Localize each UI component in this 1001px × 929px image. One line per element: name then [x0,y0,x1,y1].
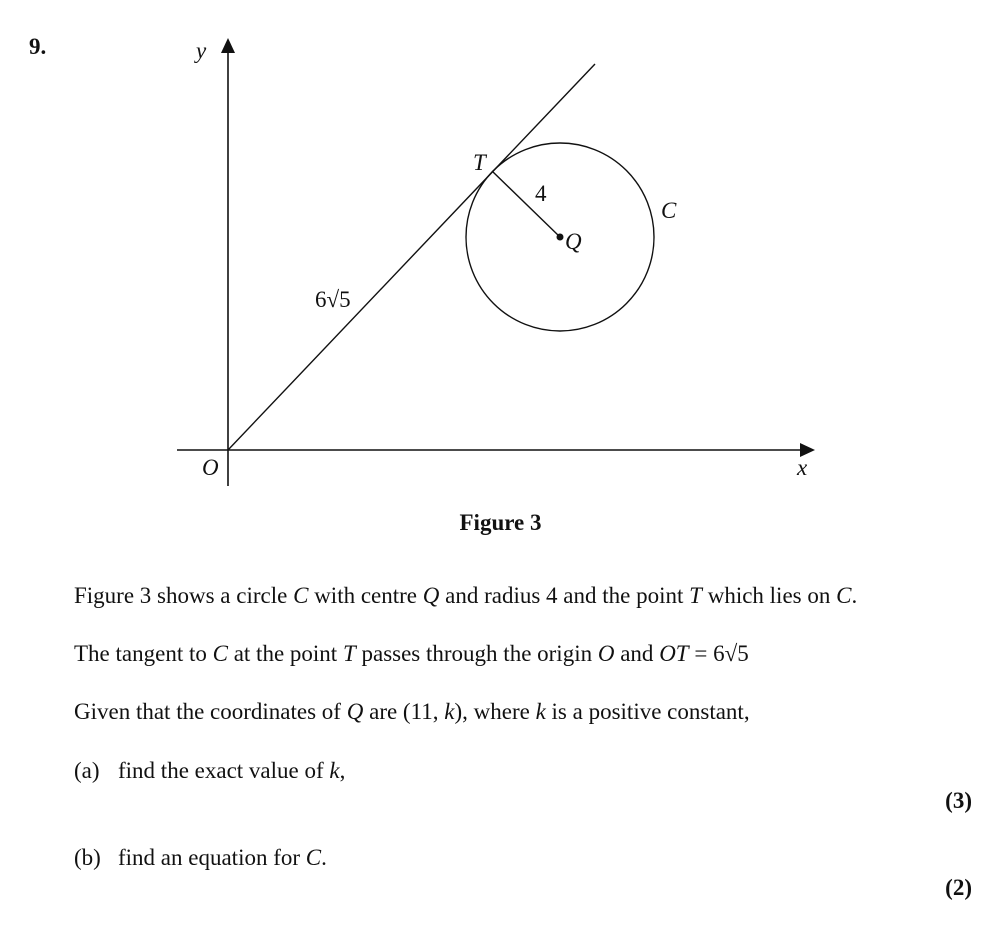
y-axis-arrow-icon [221,38,235,53]
part-b: (b) find an equation for C. [74,845,327,870]
origin-label: O [202,455,219,480]
part-a-marks: (3) [945,788,972,813]
tangent-line [228,64,595,450]
centre-label: Q [565,229,582,254]
tangent-length-label: 6√5 [315,287,351,312]
statement-line-3: Given that the coordinates of Q are (11, k), where k is a positive constant, [74,699,750,724]
part-b-marks: (2) [945,875,972,900]
tangent-point-label: T [473,150,486,175]
statement-line-1: Figure 3 shows a circle C with centre Q and radius 4 and the point T which lies on C. [74,583,858,608]
centre-point [557,234,564,241]
question-number: 9. [29,34,47,59]
y-axis-label: y [196,38,207,63]
circle-label: C [661,198,677,223]
part-a: (a) find the exact value of k, [74,758,346,783]
radius-line [492,171,560,237]
radius-label: 4 [535,181,547,206]
figure-caption: Figure 3 [459,510,542,535]
x-axis-label: x [797,455,808,480]
statement-line-2: The tangent to C at the point T passes through the origin O and OT = 6√5 [74,641,749,666]
